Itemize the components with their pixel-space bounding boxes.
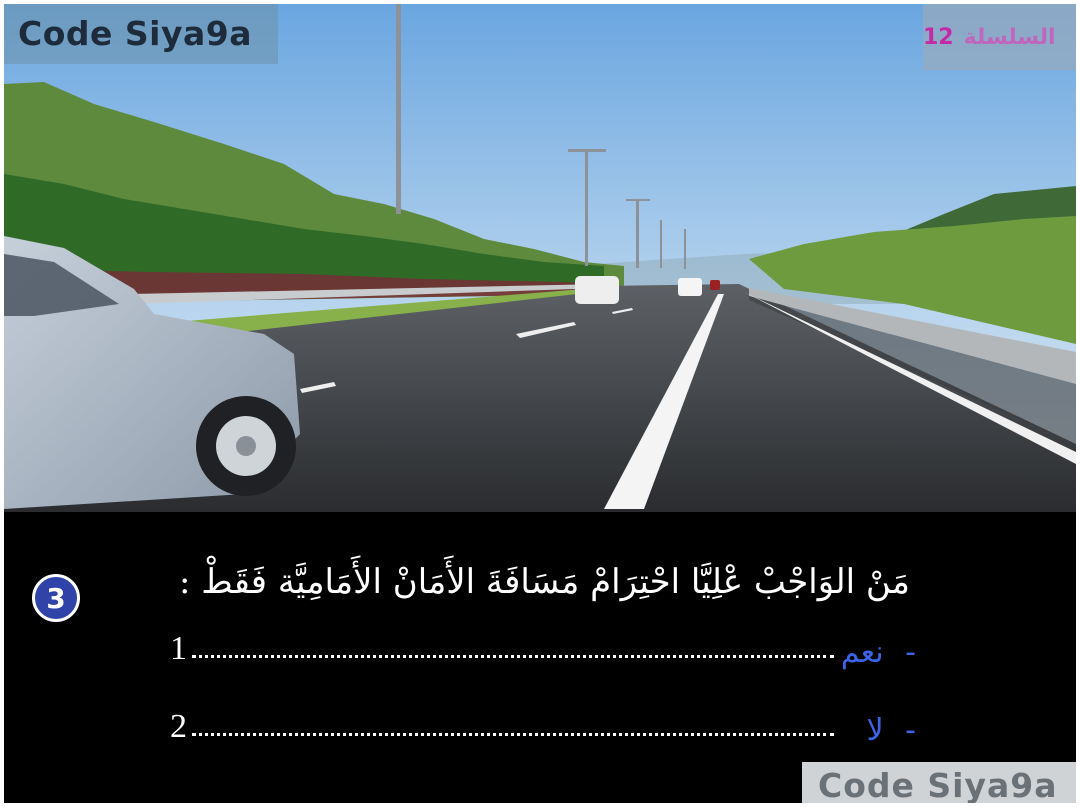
answer-label: لا (866, 713, 884, 748)
answer-dash: - (905, 713, 916, 748)
answer-choice (867, 713, 916, 748)
answer-label: نعم (840, 635, 884, 670)
answer-index: 1 (170, 630, 187, 667)
brand-logo-bottom: Code Siya9a (802, 762, 1076, 803)
answer-option-1[interactable] (170, 626, 920, 676)
dotted-line (192, 733, 834, 736)
question-text: مَنْ الوَاجْبْ عْلِيَّا احْتِرَامْ مَسَافَةَ الأَمَانْ الأَمَامِيَّة فَقَطْ : (179, 562, 910, 602)
brand-logo-top: Code Siya9a (4, 4, 278, 64)
highway-illustration (4, 4, 1076, 512)
dotted-line (192, 655, 834, 658)
answer-dash: - (905, 635, 916, 670)
answer-index: 2 (170, 708, 187, 745)
answer-option-2[interactable] (170, 704, 920, 754)
answer-choice (841, 635, 916, 670)
series-label: السلسلة (963, 24, 1056, 50)
question-card (4, 4, 1076, 803)
question-number-badge: 3 (32, 574, 80, 622)
series-badge (923, 4, 1076, 70)
question-panel (4, 512, 1076, 803)
road-photo (4, 4, 1076, 512)
series-number: 12 (923, 24, 954, 50)
